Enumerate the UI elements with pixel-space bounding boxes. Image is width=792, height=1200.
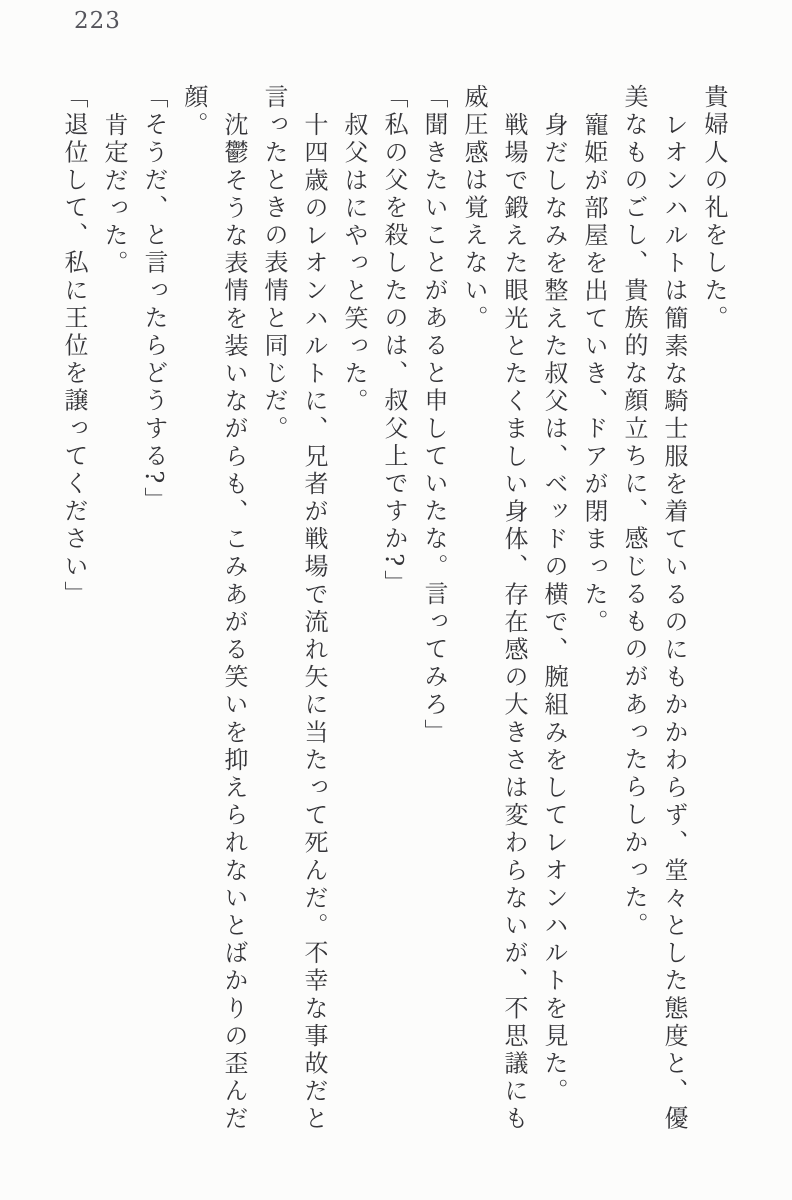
text-line: 美なものごし、貴族的な顔立ちに、感じるものがあったらしかった。 — [620, 84, 648, 940]
text-line: 十四歳のレオンハルトに、兄者が戦場で流れ矢に当たって死んだ。不幸な事故だと — [300, 112, 328, 1134]
text-line: 「聞きたいことがあると申していたな。言ってみろ」 — [420, 84, 448, 747]
text-line: 言ったときの表情と同じだ。 — [260, 84, 288, 443]
text-line: レオンハルトは簡素な騎士服を着ているのにもかかわらず、堂々とした態度と、優 — [660, 112, 688, 1134]
page-number: 223 — [74, 8, 121, 34]
text-line: 叔父はにやっと笑った。 — [340, 112, 368, 416]
text-block — [50, 84, 734, 1150]
text-line: 顔。 — [180, 84, 208, 140]
text-line: 沈鬱そうな表情を装いながらも、こみあがる笑いを抑えられないとばかりの歪んだ — [220, 112, 248, 1134]
text-line: 威圧感は覚えない。 — [460, 84, 488, 333]
text-line: 「そうだ、と言ったらどうする?」 — [140, 84, 168, 515]
text-line: 寵姫が部屋を出ていき、ドアが閉まった。 — [580, 112, 608, 637]
text-line: 「退位して、私に王位を譲ってください」 — [60, 84, 88, 609]
text-line: 肯定だった。 — [100, 112, 128, 278]
text-line: 貴婦人の礼をした。 — [700, 84, 728, 333]
text-line: 身だしなみを整えた叔父は、ベッドの横で、腕組みをしてレオンハルトを見た。 — [540, 112, 568, 1106]
text-line: 「私の父を殺したのは、叔父上ですか?」 — [380, 84, 408, 598]
text-line: 戦場で鍛えた眼光とたくましい身体、存在感の大きさは変わらないが、不思議にも — [500, 112, 528, 1134]
